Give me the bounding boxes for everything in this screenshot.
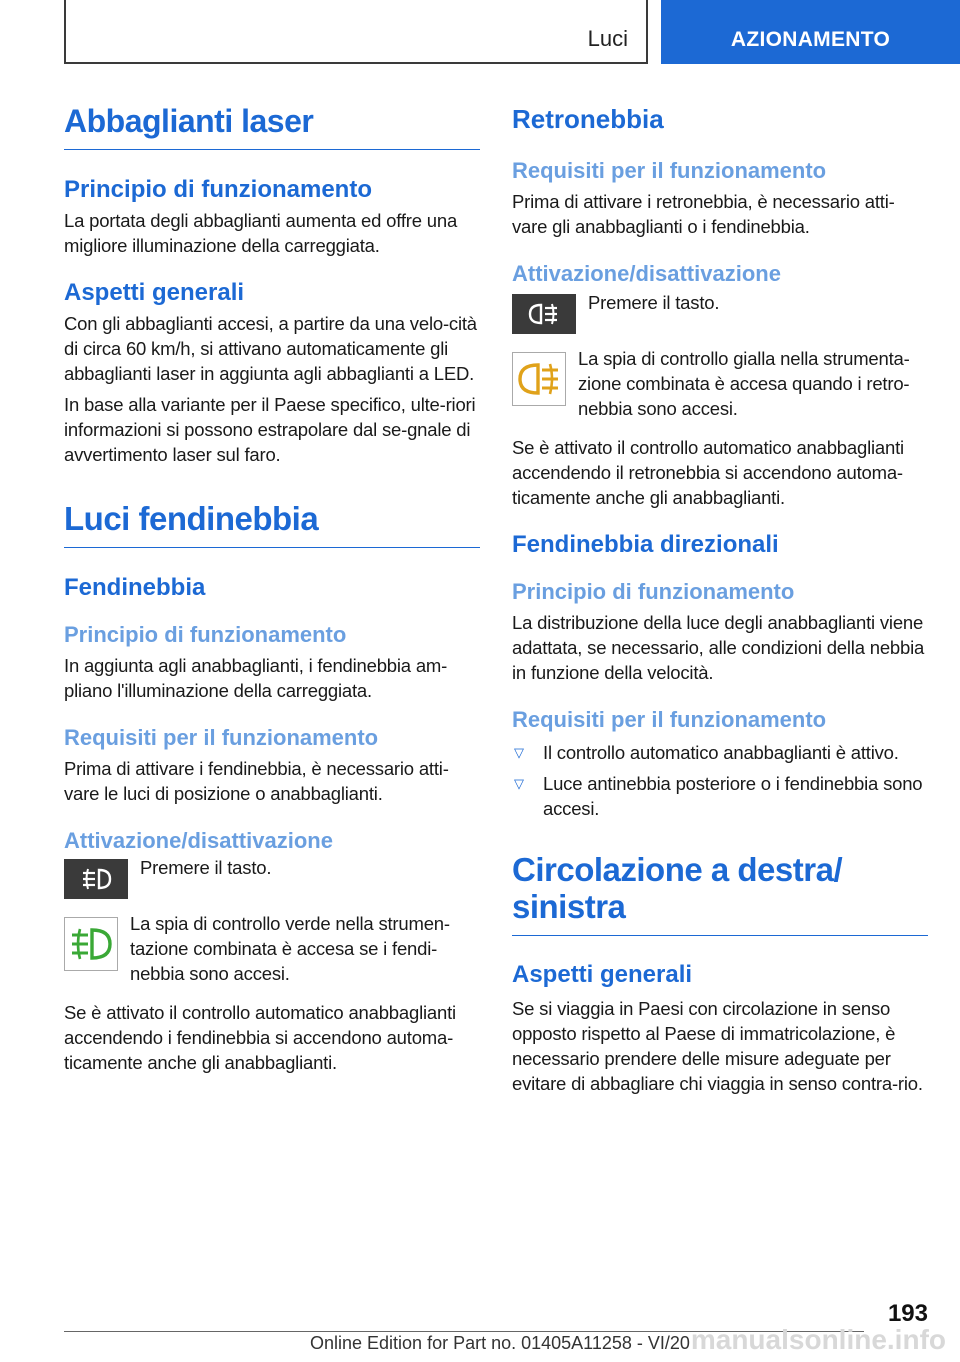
laser-general-text-1: Con gli abbaglianti accesi, a partire da una velo-cità di circa 60 km/h, si attivano automaticamente gli abbaglianti laser in aggiunta agli abbaglianti a LED. <box>64 313 477 384</box>
directional-heading: Fendinebbia direzionali <box>512 531 779 558</box>
laser-principle-heading: Principio di funzionamento <box>64 176 372 203</box>
bullet-triangle-icon: ▽ <box>514 745 524 760</box>
rear-fog-indicator-row <box>512 348 928 421</box>
fog-subheading: Fendinebbia <box>64 574 206 601</box>
directional-principle-heading: Principio di funzionamento <box>512 579 795 604</box>
rear-fog-indicator-text: La spia di controllo gialla nella strumenta-zione combinata è accesa quando i retro-nebbia sono accesi. <box>578 348 910 419</box>
front-fog-indicator-icon <box>64 917 118 971</box>
rear-fog-requirements-text: Prima di attivare i retronebbia, è necessario atti-vare gli anabbaglianti o i fendinebbia. <box>512 191 895 237</box>
fog-activation-heading: Attivazione/disattivazione <box>64 828 333 853</box>
laser-general-heading: Aspetti generali <box>64 279 245 306</box>
list-item: ▽ Il controllo automatico anabbaglianti è attivo. <box>514 742 899 763</box>
fog-principle-text: In aggiunta agli anabbaglianti, i fendinebbia am-pliano l'illuminazione della carreggiata. <box>64 655 448 701</box>
rear-fog-button-text: Premere il tasto. <box>588 292 720 313</box>
fog-requirements-heading: Requisiti per il funzionamento <box>64 725 379 750</box>
header-chapter-box <box>661 0 960 64</box>
traffic-general-heading: Aspetti generali <box>512 961 693 988</box>
laser-general-text-2: In base alla variante per il Paese specifico, ulte-riori informazioni si possono estrapolare dal se-gnale di avvertimento laser sul faro. <box>64 394 476 465</box>
list-item: ▽ Luce antinebbia posteriore o i fendinebbia sono accesi. <box>514 773 923 819</box>
directional-requirements-heading: Requisiti per il funzionamento <box>512 707 827 732</box>
watermark: manualsonline.info <box>690 1324 946 1355</box>
bullet-triangle-icon: ▽ <box>514 776 524 791</box>
fog-auto-text: Se è attivato il controllo automatico anabbaglianti accendendo i fendinebbia si accendono automa-ticamente anche gli anabbaglianti. <box>64 1002 456 1073</box>
laser-title: Abbaglianti laser <box>64 103 480 150</box>
header-chapter-title: AZIONAMENTO <box>730 28 891 51</box>
header-section-title: Luci <box>587 26 628 51</box>
fog-button-text: Premere il tasto. <box>140 857 272 878</box>
fog-button-row <box>64 859 480 899</box>
rear-fog-indicator-icon <box>512 352 566 406</box>
rear-fog-activation-heading: Attivazione/disattivazione <box>512 261 781 286</box>
fog-requirements-text: Prima di attivare i fendinebbia, è necessario atti-vare le luci di posizione o anabbaglianti. <box>64 758 449 804</box>
traffic-title: Circolazione a destra/ sinistra <box>512 851 928 936</box>
rear-fog-auto-text: Se è attivato il controllo automatico anabbaglianti accendendo il retronebbia si accendono automa-ticamente anche gli anabbaglianti. <box>512 437 904 508</box>
directional-requirements-list <box>512 740 928 821</box>
laser-principle-text: La portata degli abbaglianti aumenta ed offre una migliore illuminazione della carreggiata. <box>64 210 458 256</box>
rear-fog-heading: Retronebbia <box>512 104 664 134</box>
left-column <box>64 100 480 1075</box>
footer-edition: Online Edition for Part no. 01405A11258 - VI/20 <box>310 1333 690 1353</box>
fog-indicator-text: La spia di controllo verde nella strumen-tazione combinata è accesa se i fendi-nebbia sono accesi. <box>130 913 450 984</box>
fog-principle-heading: Principio di funzionamento <box>64 622 347 647</box>
rear-fog-button-icon <box>512 294 576 334</box>
right-column <box>512 100 928 1096</box>
front-fog-button-icon <box>64 859 128 899</box>
rear-fog-button-row <box>512 294 928 334</box>
traffic-general-text: Se si viaggia in Paesi con circolazione in senso opposto rispetto al Paese di immatricolazione, è necessario prendere delle misure adeguate per evitare di abbagliare chi viaggia in senso contra-rio. <box>512 998 923 1094</box>
page-number: 193 <box>887 1300 928 1327</box>
rear-fog-requirements-heading: Requisiti per il funzionamento <box>512 158 827 183</box>
fog-indicator-row <box>64 913 480 986</box>
header-section-box <box>64 0 648 64</box>
directional-principle-text: La distribuzione della luce degli anabbaglianti viene adattata, se necessario, alle condizioni della nebbia in funzione della velocità. <box>512 612 925 683</box>
fog-title: Luci fendinebbia <box>64 500 480 548</box>
